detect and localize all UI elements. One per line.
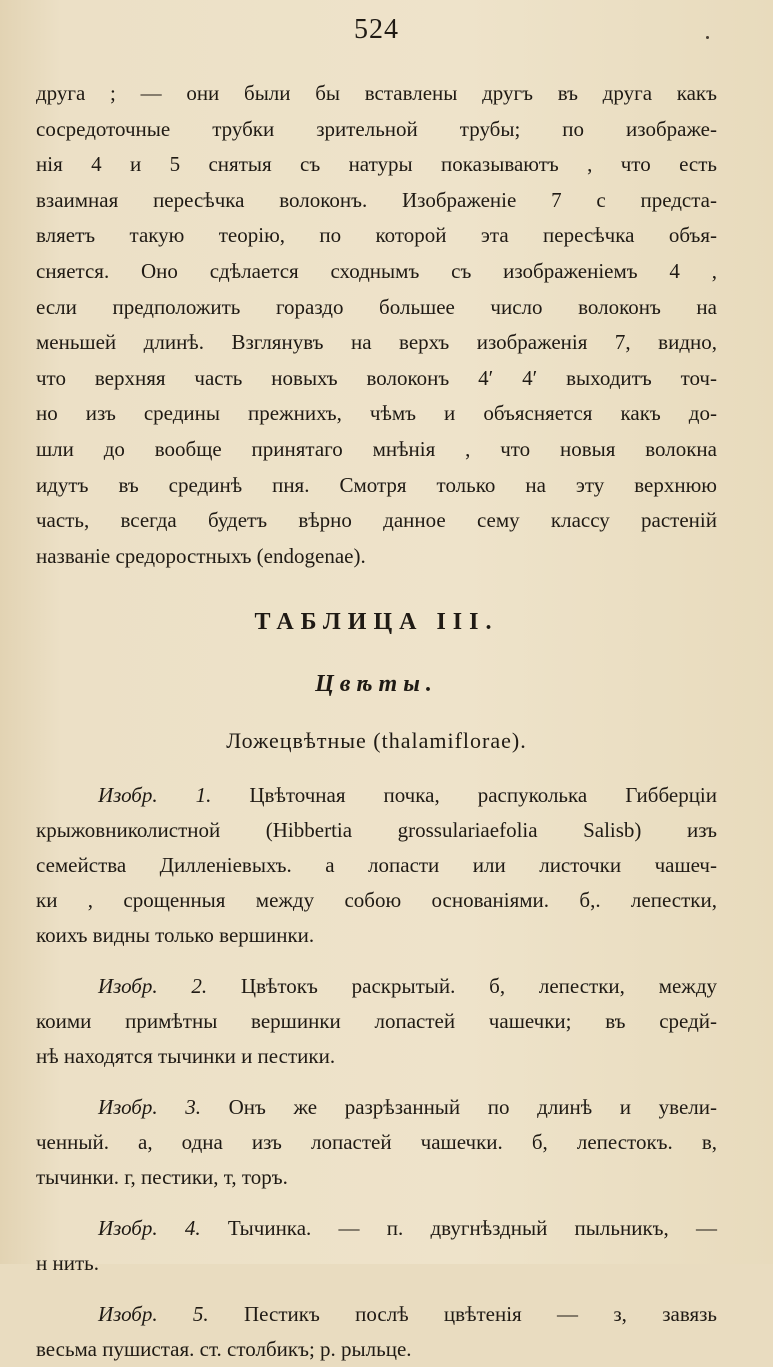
figure-caption-2: [36, 969, 717, 1074]
text-line: ченный. а, одна изъ лопастей чашечки. б, лепестокъ. в,: [36, 1130, 717, 1155]
text-line: сняется. Оно сдѣлается сходнымъ съ изображеніемъ 4 ,: [36, 258, 717, 283]
text-line: нѣ находятся тычинки и пестики.: [36, 1044, 336, 1069]
text-line: [36, 969, 717, 1004]
figure-caption-5: [36, 1297, 717, 1367]
text-line: но изъ средины прежнихъ, чѣмъ и объясняется какъ до-: [36, 401, 717, 426]
text-line: коихъ видны только вершинки.: [36, 923, 315, 948]
text-line: взаимная пересѣчка волоконъ. Изображеніе 7 с предста-: [36, 187, 717, 212]
text-line: если предположить гораздо большее число волоконъ на: [36, 294, 717, 319]
text-line: тычинки. г, пестики, т, торъ.: [36, 1165, 288, 1190]
text-line: названіе средоростныхъ (endogenae).: [36, 543, 366, 568]
caption-text: Пестикъ послѣ цвѣтенія — з, завязь: [244, 1302, 718, 1327]
page-speck: [706, 36, 709, 39]
caption-text: Тычинка. — п. двугнѣздный пыльникъ, —: [227, 1216, 718, 1241]
caption-text: Цвѣтокъ раскрытый. б, лепестки, между: [240, 974, 717, 999]
text-line: нія 4 и 5 снятыя съ натуры показываютъ , что есть: [36, 152, 717, 177]
text-line: весьма пушистая. ст. столбикъ; р. рыльце.: [36, 1337, 412, 1362]
text-line: [36, 1211, 717, 1246]
text-line: идутъ въ срединѣ пня. Смотря только на эту верхнюю: [36, 472, 717, 497]
text-line: [36, 1297, 717, 1332]
caption-text: Онъ же разрѣзанный по длинѣ и увели-: [228, 1095, 717, 1120]
intro-paragraph: [36, 76, 717, 574]
group-title: Ложецвѣтные (thalamiflorae).: [226, 728, 527, 754]
text-line: ки , срощенныя между собою основаніями. б,. лепестки,: [36, 888, 717, 913]
text-line: друга ; — они были бы вставлены другъ въ друга какъ: [36, 81, 717, 105]
table-title: ТАБЛИЦА III.: [254, 609, 499, 636]
text-line: крыжовниколистной (Hibbertia grossulariaefolia Salisb) изъ: [36, 818, 717, 843]
figure-caption-4: [36, 1211, 717, 1281]
text-line: [36, 1090, 717, 1125]
text-line: семейства Дилленіевыхъ. а лопасти или листочки чашеч-: [36, 853, 717, 878]
figure-label: Изобр. 5.: [98, 1302, 209, 1327]
figure-list: [36, 778, 717, 1367]
text-line: н нить.: [36, 1251, 99, 1276]
text-line: часть, всегда будетъ вѣрно данное сему классу растеній: [36, 508, 717, 533]
figure-label: Изобр. 4.: [98, 1216, 201, 1241]
text-line: шли до вообще принятаго мнѣнія , что новыя волокна: [36, 436, 717, 461]
text-line: коими примѣтны вершинки лопастей чашечки; въ средй-: [36, 1009, 717, 1034]
section-title: Цвѣты.: [315, 671, 438, 698]
caption-text: Цвѣточная почка, распуколька Гибберціи: [249, 783, 718, 808]
figure-caption-3: [36, 1090, 717, 1195]
figure-caption-1: [36, 778, 717, 953]
text-line: [36, 778, 717, 813]
figure-label: Изобр. 2.: [98, 974, 208, 999]
text-line: сосредоточные трубки зрительной трубы; по изображе-: [36, 116, 717, 141]
text-line: что верхняя часть новыхъ волоконъ 4′ 4′ выходитъ точ-: [36, 365, 717, 390]
figure-label: Изобр. 1.: [98, 783, 212, 808]
text-line: меньшей длинѣ. Взглянувъ на верхъ изображенія 7, видно,: [36, 330, 717, 355]
figure-label: Изобр. 3.: [98, 1095, 201, 1120]
page-number: 524: [354, 14, 399, 45]
text-line: вляетъ такую теорію, по которой эта пересѣчка объя-: [36, 223, 717, 248]
